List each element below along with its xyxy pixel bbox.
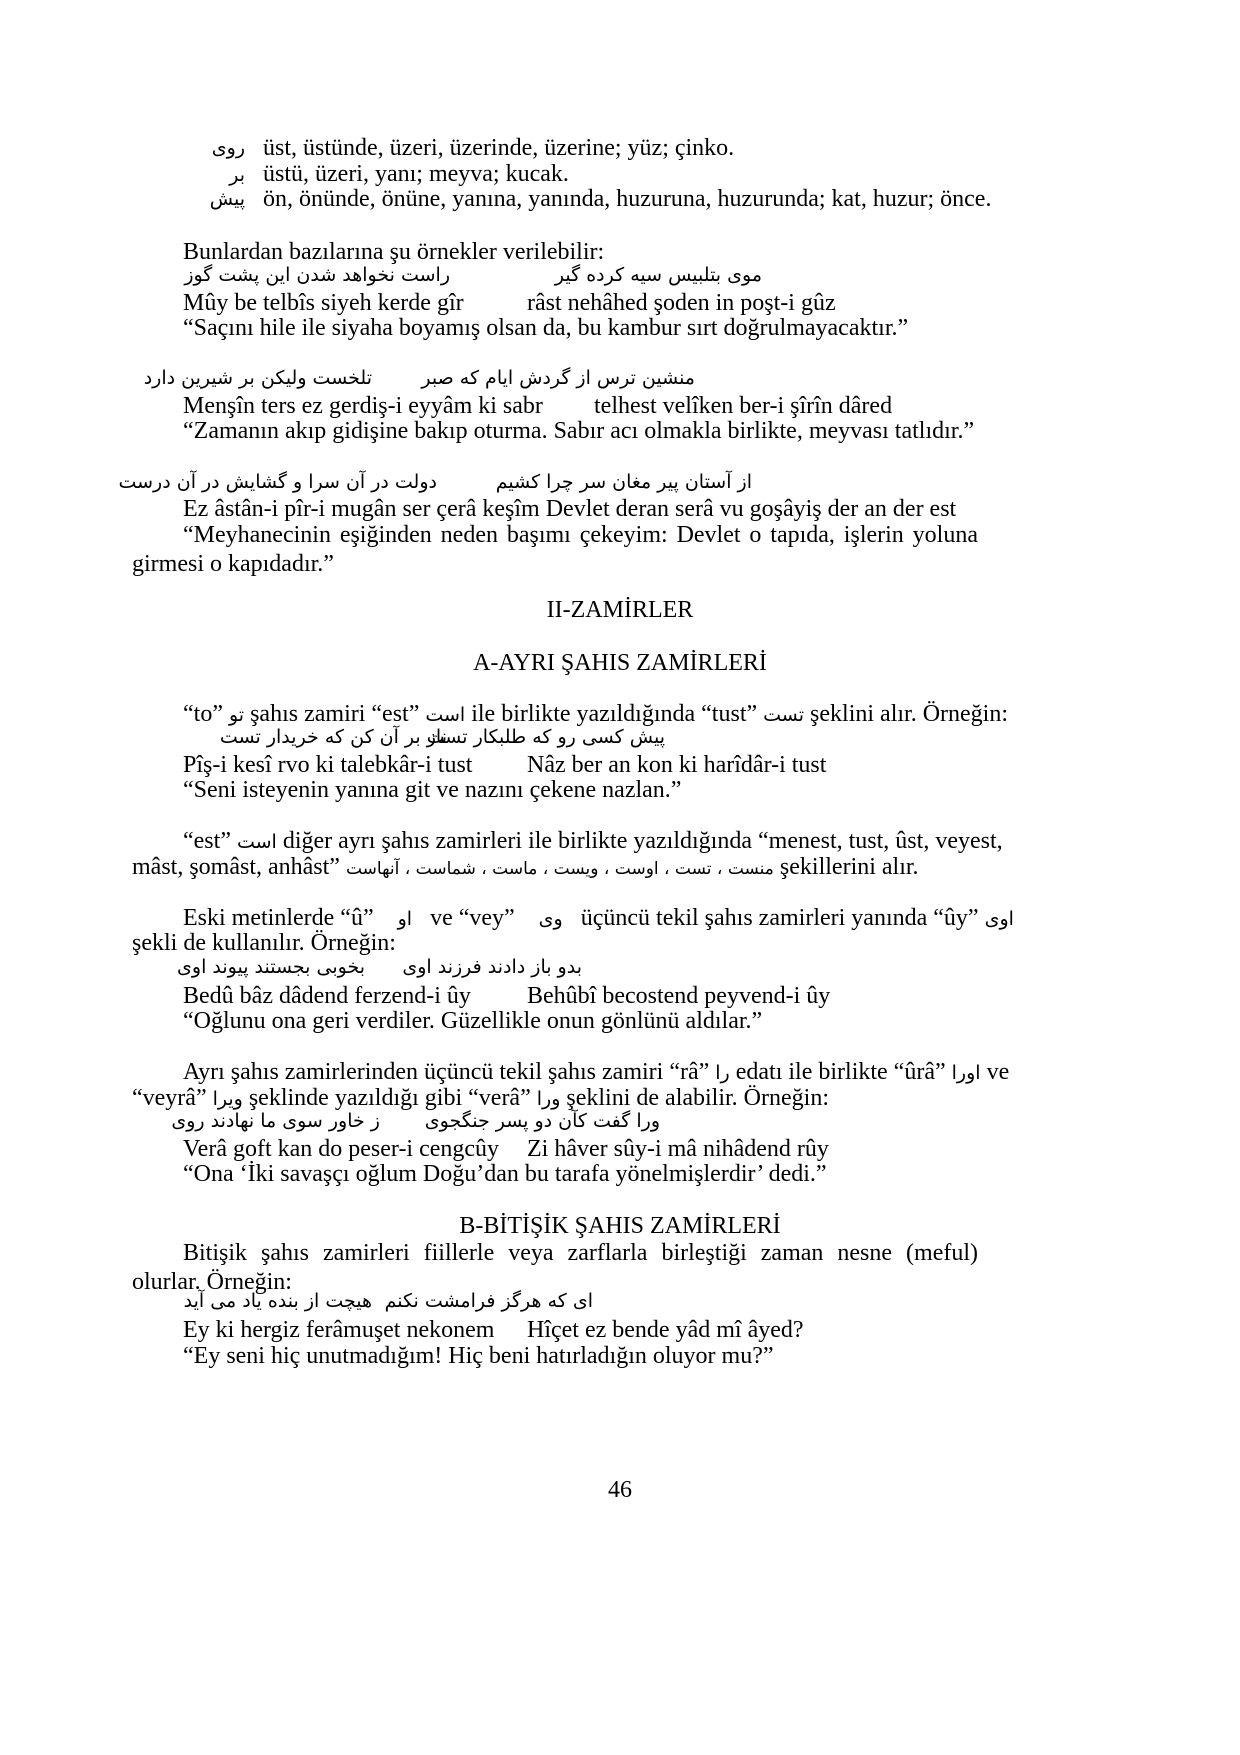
- p-eski-fa3: اوی: [984, 908, 1014, 930]
- ex3-fa-b: دولت در آن سرا و گشایش در آن درست: [118, 471, 437, 493]
- ex3-tr-line: Ez âstân-i pîr-i mugân ser çerâ keşîm Devlet deran serâ vu goşâyiş der an der est: [183, 496, 957, 522]
- p-to-fa1: تو: [228, 704, 245, 726]
- p-ayri-line2: [132, 1086, 829, 1110]
- p-ayri-fa1: را: [715, 1062, 730, 1084]
- intro-text: Bunlardan bazılarına şu örnekler verilebilir:: [183, 239, 605, 265]
- heading-bitisik-sahis: B-BİTİŞİK ŞAHIS ZAMİRLERİ: [459, 1213, 781, 1239]
- ex5-meaning: “Oğlunu ona geri verdiler. Güzellikle onun gönlünü aldılar.”: [183, 1008, 763, 1034]
- ex1-meaning: “Saçını hile ile siyaha boyamış olsan da, bu kambur sırt doğrulmayacaktır.”: [183, 315, 909, 341]
- p-ayri-line1: [183, 1060, 1009, 1084]
- ex7-fa-a: ای که هرگز فرامشت نکنم: [384, 1290, 593, 1312]
- p-ayri-fa3: ویرا: [212, 1088, 243, 1110]
- p-est-line1: [183, 828, 1003, 854]
- p-to-line: [183, 702, 1008, 726]
- p-to-t3: ile birlikte yazıldığında “tust”: [471, 701, 758, 727]
- ex4-fa-b: ناز بر آن کن که خریدار تست: [219, 726, 447, 748]
- ex1-fa-a: موی بتلبیس سیه کرده گیر: [554, 264, 762, 286]
- p-est-t2: diğer ayrı şahıs zamirleri ile birlikte yazıldığında “menest, tust, ûst, veyest,: [282, 828, 1003, 854]
- heading-ayri-sahis: A-AYRI ŞAHIS ZAMİRLERİ: [473, 650, 767, 676]
- ex5-fa-a: بدو باز دادند فرزند اوی: [402, 956, 582, 978]
- ex6-fa-a: ورا گفت کآن دو پسر جنگجوی: [424, 1110, 660, 1132]
- ex1-fa-b: راست نخواهد شدن این پشت گوز: [184, 264, 450, 286]
- p-ayri-t5: şeklinde yazıldığı gibi “verâ”: [248, 1085, 531, 1111]
- p-to-t4: şeklini alır. Örneğin:: [810, 701, 1009, 727]
- ex7-tr-b: Hîçet ez bende yâd mî âyed?: [527, 1317, 804, 1343]
- p-ayri-t3: ve: [986, 1059, 1010, 1085]
- preposition-tr-1: üst, üstünde, üzeri, üzerinde, üzerine; yüz; çinko.: [263, 135, 735, 161]
- page-number: 46: [608, 1477, 632, 1503]
- ex3-meaning: “Meyhanecinin eşiğinden neden başımı çekeyim: Devlet o tapıda, işlerin yoluna girmesi o kapıdadır.”: [132, 522, 978, 577]
- p-to-fa3: تست: [763, 704, 805, 726]
- p-ayri-t6: şeklini de alabilir. Örneğin:: [566, 1085, 829, 1111]
- ex3-fa-a: از آستان پیر مغان سر چرا کشیم: [495, 471, 752, 493]
- p-bitisik: Bitişik şahıs zamirleri fiillerle veya zarflarla birleştiği zaman nesne (meful) olurlar. Örneğin:: [132, 1240, 978, 1295]
- ex4-fa-a: پیش کسی رو که طلبکار تست: [426, 726, 665, 748]
- p-ayri-t1: Ayrı şahıs zamirlerinden üçüncü tekil şahıs zamiri “râ”: [183, 1059, 710, 1085]
- p-est-t3: mâst, şomâst, anhâst”: [132, 854, 340, 880]
- ex5-tr-b: Behûbî becostend peyvend-i ûy: [527, 983, 831, 1009]
- p-eski-fa1: او: [397, 908, 413, 930]
- p-est-line2: [132, 855, 919, 879]
- ex7-meaning: “Ey seni hiç unutmadığım! Hiç beni hatırladığın oluyor mu?”: [183, 1343, 774, 1369]
- p-eski-line1: [183, 906, 1014, 930]
- p-eski-t3: üçüncü tekil şahıs zamirleri yanında “ûy”: [580, 905, 979, 931]
- ex6-tr-a: Verâ goft kan do peser-i cengcûy: [183, 1136, 500, 1162]
- ex6-tr-b: Zi hâver sûy-i mâ nihâdend rûy: [527, 1136, 829, 1162]
- ex4-meaning: “Seni isteyenin yanına git ve nazını çekene nazlan.”: [183, 777, 682, 803]
- preposition-fa-2: بر: [229, 164, 245, 186]
- ex6-fa-b: ز خاور سوی ما نهادند روی: [171, 1110, 380, 1132]
- p-ayri-fa2: اورا: [951, 1062, 981, 1084]
- ex2-tr-b: telhest velîken ber-i şîrîn dâred: [594, 393, 893, 419]
- p-est-fa2: منست ، تست ، اوست ، ویست ، ماست ، شماست ، آنهاست: [345, 859, 774, 879]
- preposition-fa-3: پیش: [209, 188, 245, 210]
- heading-zamirler: II-ZAMİRLER: [546, 597, 694, 623]
- p-ayri-fa4: ورا: [536, 1088, 561, 1110]
- p-est-t4: şekillerini alır.: [779, 854, 919, 880]
- preposition-tr-2: üstü, üzeri, yanı; meyva; kucak.: [263, 161, 569, 187]
- p-eski-t4: şekli de kullanılır. Örneğin:: [132, 930, 396, 956]
- ex4-tr-a: Pîş-i kesî rvo ki talebkâr-i tust: [183, 752, 473, 778]
- ex5-tr-a: Bedû bâz dâdend ferzend-i ûy: [183, 983, 471, 1009]
- p-est-t1: “est”: [183, 828, 231, 854]
- p-ayri-t2: edatı ile birlikte “ûrâ”: [735, 1059, 946, 1085]
- p-ayri-t4: “veyrâ”: [132, 1085, 207, 1111]
- ex7-fa-b: هیچت از بنده یاد می آید: [183, 1290, 372, 1312]
- p-eski-fa2: وی: [538, 908, 563, 930]
- p-to-t2: şahıs zamiri “est”: [250, 701, 420, 727]
- preposition-tr-3: ön, önünde, önüne, yanına, yanında, huzuruna, huzurunda; kat, huzur; önce.: [263, 186, 992, 212]
- p-to-fa2: است: [425, 704, 466, 726]
- p-to-t1: “to”: [183, 701, 223, 727]
- ex2-fa-b: تلخست ولیکن بر شیرین دارد: [143, 367, 372, 389]
- preposition-fa-1: روی: [211, 137, 245, 159]
- p-est-fa1: است: [236, 831, 277, 853]
- ex2-fa-a: منشین ترس از گردش ایام که صبر: [421, 367, 695, 389]
- ex1-tr-b: râst nehâhed şoden in poşt-i gûz: [527, 290, 836, 316]
- p-eski-t2: ve “vey”: [430, 905, 515, 931]
- p-eski-t1: Eski metinlerde “û”: [183, 905, 374, 931]
- ex6-meaning: “Ona ‘İki savaşçı oğlum Doğu’dan bu tarafa yönelmişlerdir’ dedi.”: [183, 1161, 827, 1187]
- ex4-tr-b: Nâz ber an kon ki harîdâr-i tust: [527, 752, 827, 778]
- ex2-tr-a: Menşîn ters ez gerdiş-i eyyâm ki sabr: [183, 393, 543, 419]
- ex2-meaning: “Zamanın akıp gidişine bakıp oturma. Sabır acı olmakla birlikte, meyvası tatlıdır.”: [183, 418, 975, 444]
- ex1-tr-a: Mûy be telbîs siyeh kerde gîr: [183, 290, 464, 316]
- ex7-tr-a: Ey ki hergiz ferâmuşet nekonem: [183, 1317, 495, 1343]
- ex5-fa-b: بخوبی بجستند پیوند اوی: [177, 956, 365, 978]
